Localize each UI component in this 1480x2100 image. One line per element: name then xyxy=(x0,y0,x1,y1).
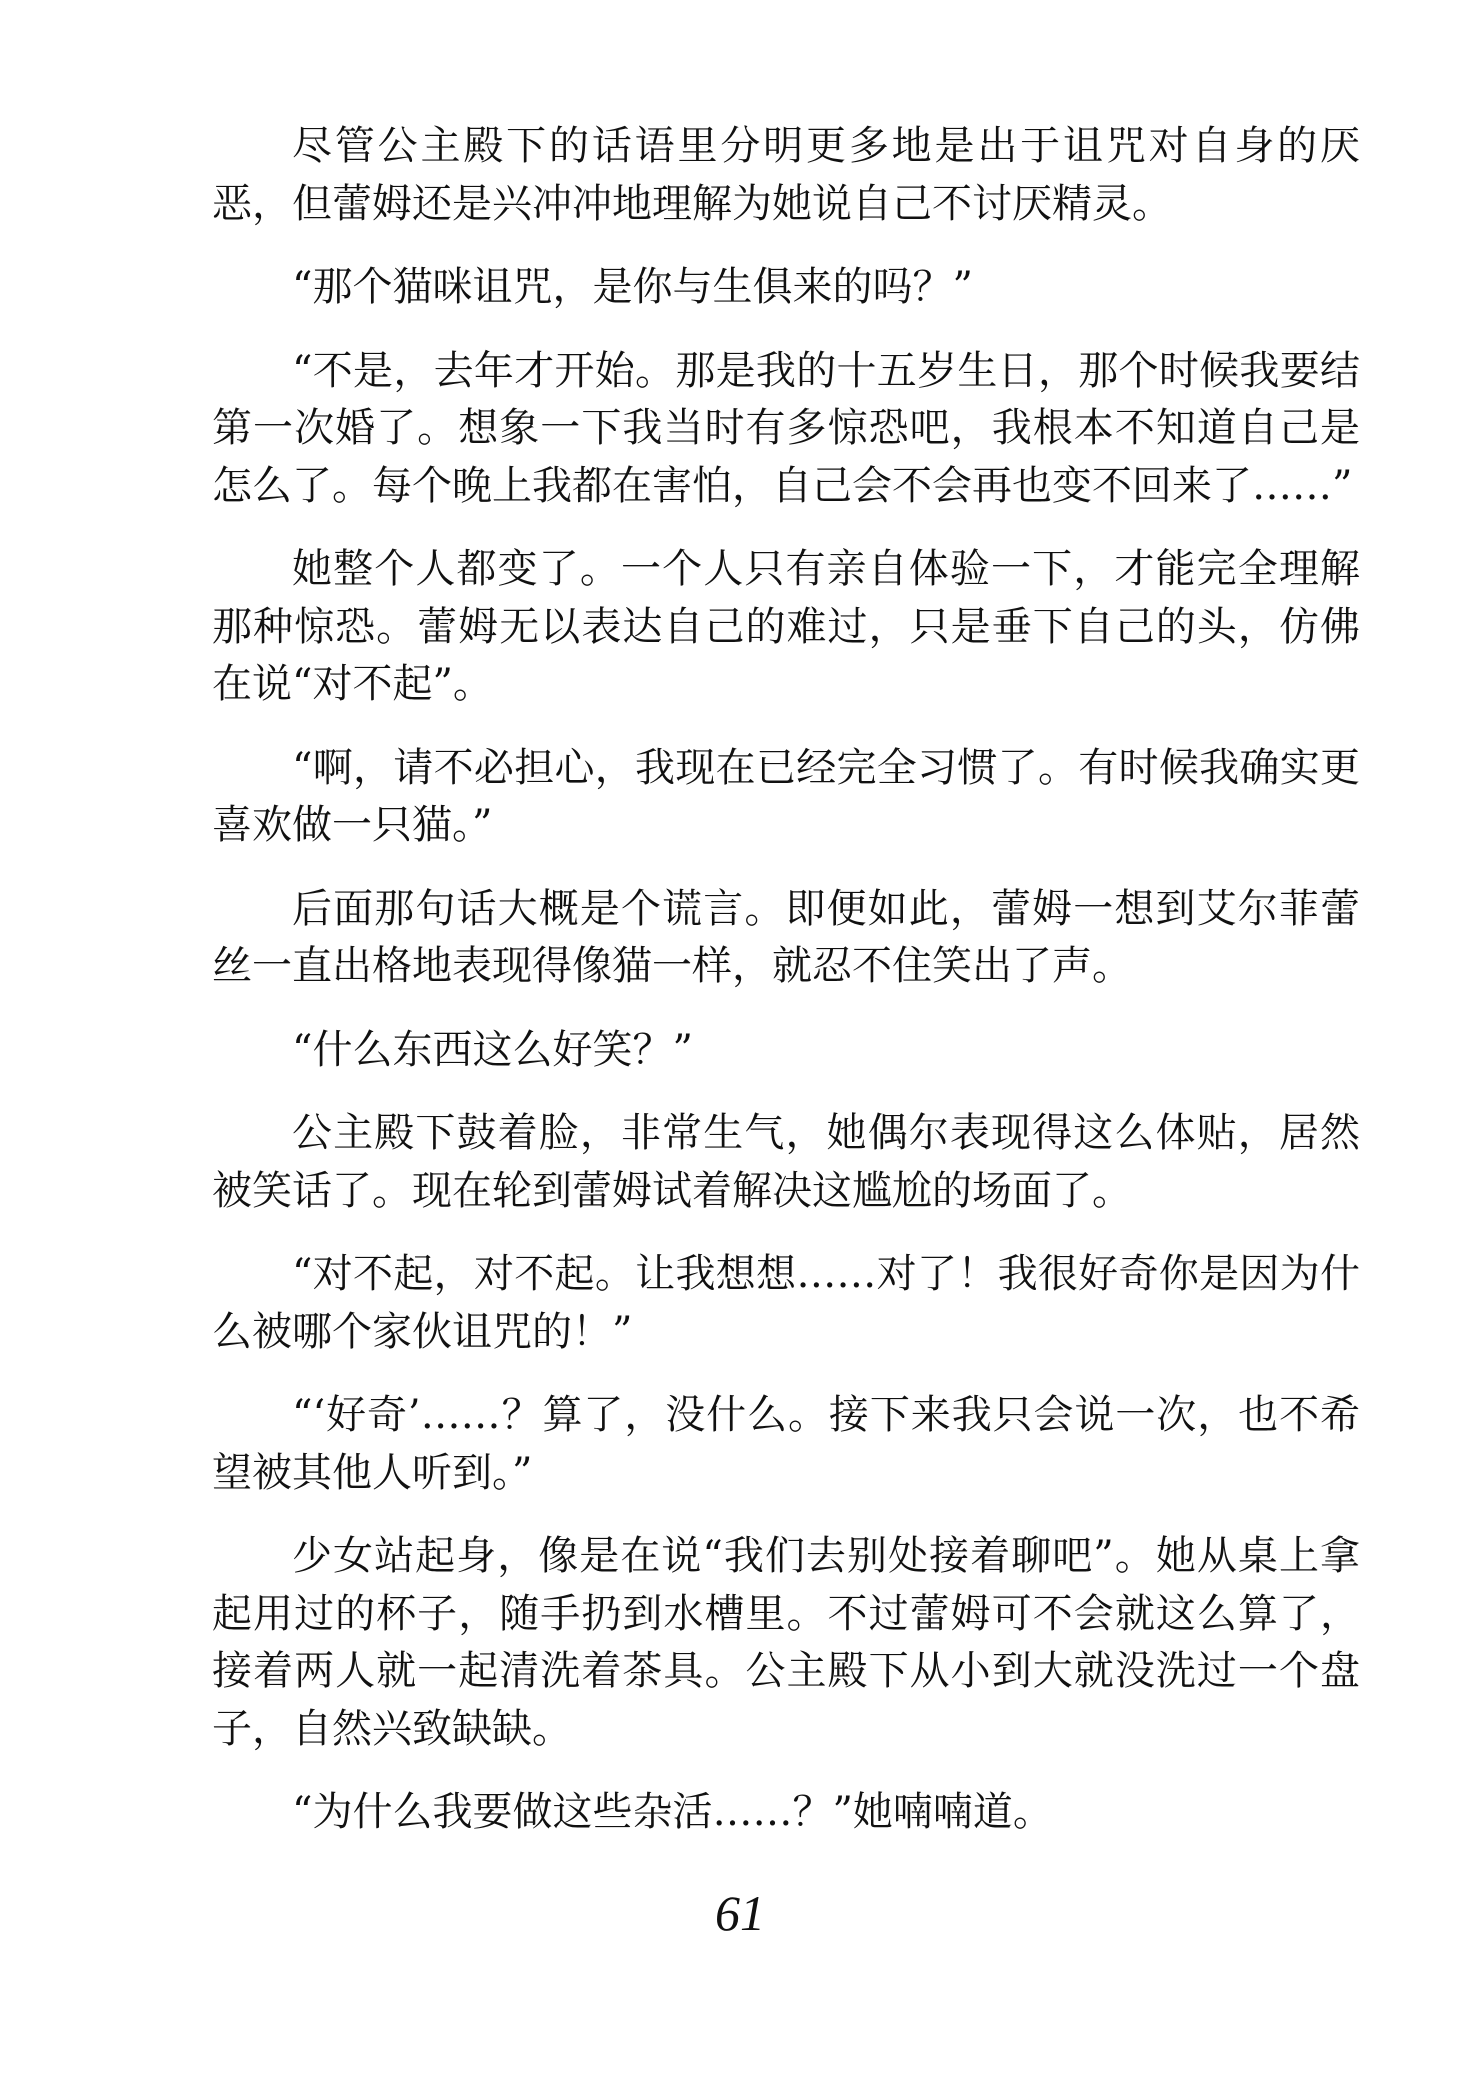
body-text xyxy=(212,118,1360,1868)
paragraph: “那个猫咪诅咒，是你与生俱来的吗？” xyxy=(292,264,973,310)
paragraph: “为什么我要做这些杂活……？”她喃喃道。 xyxy=(292,1789,1053,1835)
paragraph: 她整个人都变了。一个人只有亲自体验一下，才能完全理解那种惊恐。蕾姆无以表达自己的难过，只是垂下自己的头，仿佛在说“对不起”。 xyxy=(212,546,1360,707)
paragraph: “不是，去年才开始。那是我的十五岁生日，那个时候我要结第一次婚了。想象一下我当时有多惊恐吧，我根本不知道自己是怎么了。每个晚上我都在害怕，自己会不会再也变不回来了……” xyxy=(212,347,1360,509)
paragraph: 后面那句话大概是个谎言。即便如此，蕾姆一想到艾尔菲蕾丝一直出格地表现得像猫一样，就忍不住笑出了声。 xyxy=(212,885,1360,989)
paragraph: “‘好奇’……？算了，没什么。接下来我只会说一次，也不希望被其他人听到。” xyxy=(212,1392,1360,1496)
paragraph: “对不起，对不起。让我想想……对了！我很好奇你是因为什么被哪个家伙诅咒的！” xyxy=(212,1251,1360,1355)
paragraph: “啊，请不必担心，我现在已经完全习惯了。有时候我确实更喜欢做一只猫。” xyxy=(212,744,1360,848)
paragraph: 少女站起身，像是在说“我们去别处接着聊吧”。她从桌上拿起用过的杯子，随手扔到水槽里。不过蕾姆可不会就这么算了，接着两人就一起清洗着茶具。公主殿下从小到大就没洗过一个盘子，自然兴致缺缺。 xyxy=(212,1533,1360,1752)
page-number: 61 xyxy=(715,1885,765,1941)
paragraph: “什么东西这么好笑？” xyxy=(292,1026,693,1073)
paragraph: 尽管公主殿下的话语里分明更多地是出于诅咒对自身的厌恶，但蕾姆还是兴冲冲地理解为她说自己不讨厌精灵。 xyxy=(212,123,1360,227)
paragraph: 公主殿下鼓着脸，非常生气，她偶尔表现得这么体贴，居然被笑话了。现在轮到蕾姆试着解决这尴尬的场面了。 xyxy=(212,1110,1360,1214)
